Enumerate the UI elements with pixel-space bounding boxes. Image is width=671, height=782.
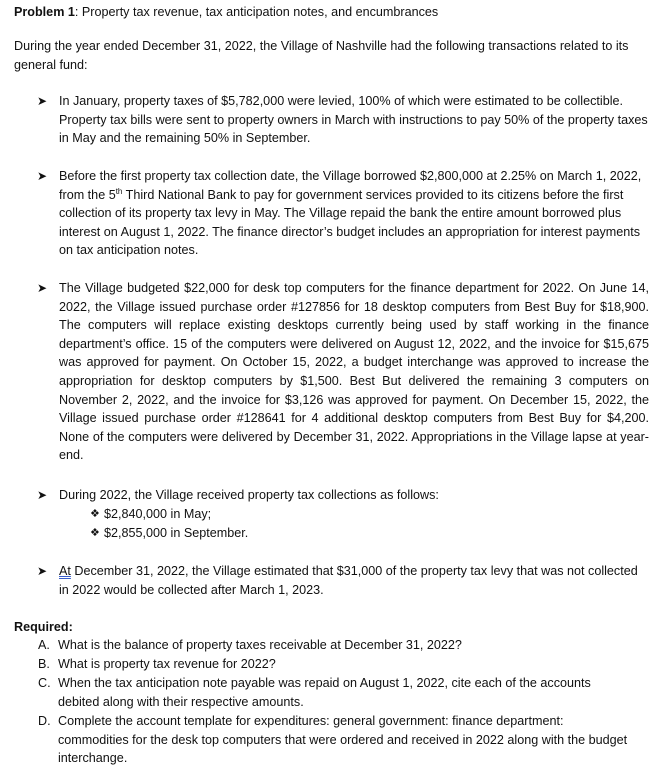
required-item-a [38,636,638,655]
item-text: Complete the account template for expenditures: general government: finance department: commodities for the desk top computers that were ordered and received in 2022 along with the budget interchange. [58,714,628,766]
arrow-bullet-icon: ➤ [37,169,48,183]
problem-title-text: : Property tax revenue, tax anticipation notes, and encumbrances [74,5,439,19]
item-label: A. [38,638,50,652]
required-item-b [38,655,638,674]
arrow-bullet-icon: ➤ [37,488,48,502]
transaction-bullet-2 [37,167,649,260]
bullet-text: In January, property taxes of $5,782,000 were levied, 100% of which were estimated to be collectible. Property tax bills were sent to property owners in March with instructions to pay 50% of the property taxes in May and the remaining 50% in September. [59,94,648,146]
bullet-text-part: Before the first property tax collection date, the Village borrowed $2,800,000 at 2.25% on March 1, 2022, from the 5 [59,169,642,202]
subitem-text: $2,855,000 in September. [104,526,249,540]
item-label: D. [38,714,51,728]
collection-subitem-1 [90,505,490,524]
transaction-bullet-4 [37,486,649,505]
item-text: When the tax anticipation note payable was repaid on August 1, 2022, cite each of the accounts debited along with their respective amounts. [58,676,591,709]
bullet-text-part: Third National Bank to pay for government services provided to its citizens before the first collection of its property tax levy in May. The Village repaid the bank the entire amount borrowed plus interest on August 1, 2022. The finance director’s budget includes an appropriation for interest payments on tax anticipation notes. [59,187,641,258]
required-heading: Required: [14,620,73,634]
item-text: What is property tax revenue for 2022? [58,657,276,671]
flagged-word: At [59,564,71,578]
bullet-text: During 2022, the Village received property tax collections as follows: [59,488,439,502]
bullet-text [59,167,649,260]
subitem-text: $2,840,000 in May; [104,507,212,521]
diamond-bullet-icon: ❖ [90,527,100,539]
ordinal-suffix: th [115,186,123,196]
intro-paragraph: During the year ended December 31, 2022, the Village of Nashville had the following transactions related to its general fund: [14,39,629,72]
arrow-bullet-icon: ➤ [37,564,48,578]
bullet-text [59,562,649,599]
item-label: B. [38,657,50,671]
transaction-bullet-3 [37,279,649,465]
transaction-bullet-5 [37,562,649,599]
item-text: What is the balance of property taxes receivable at December 31, 2022? [58,638,462,652]
required-item-d [38,712,628,768]
required-item-c [38,674,628,711]
diamond-bullet-icon: ❖ [90,508,100,520]
arrow-bullet-icon: ➤ [37,94,48,108]
problem-title [14,3,438,22]
item-label: C. [38,676,51,690]
bullet-text-part: December 31, 2022, the Village estimated that $31,000 of the property tax levy that was not collected in 2022 would be collected after March 1, 2023. [59,564,638,597]
collection-subitem-2 [90,524,490,543]
bullet-text: The Village budgeted $22,000 for desk top computers for the finance department for 2022. On June 14, 2022, the Village issued purchase order #127856 for 18 desktop computers from Best Buy for $18,900. The computers will replace existing desktops currently being used by staff working in the finance department’s office. 15 of the computers were delivered on August 12, 2022, and the invoice for $15,675 was approved for payment. On October 15, 2022, a budget interchange was approved to increase the appropriation for desktop computers by $1,500. Best But delivered the remaining 3 computers on November 2, 2022, and the invoice for $3,126 was approved for payment. On December 15, 2022, the Village issued purchase order #128641 for 4 additional desktop computers from Best Buy for $4,200. None of the computers were delivered by December 31, 2022. Appropriations in the Village lapse at year-end. [59,281,649,463]
arrow-bullet-icon: ➤ [37,281,48,295]
transaction-bullet-1 [37,92,649,148]
problem-label: Problem 1 [14,5,75,19]
